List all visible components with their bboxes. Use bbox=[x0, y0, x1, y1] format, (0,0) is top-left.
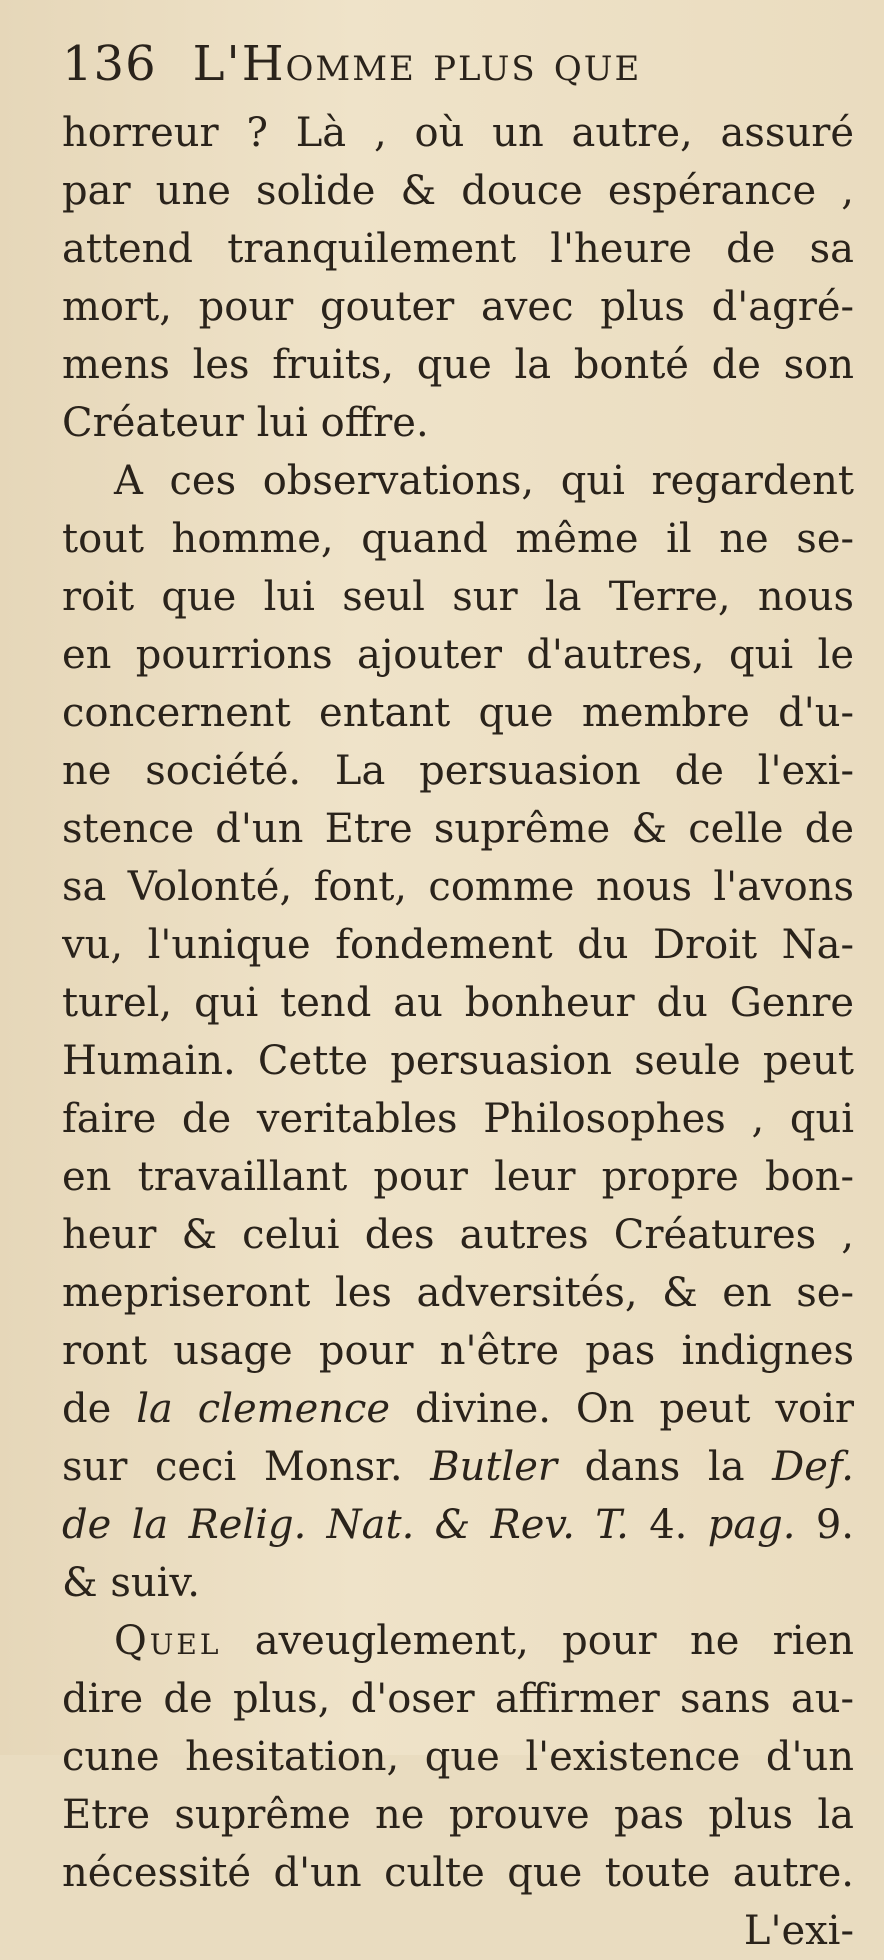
text-line: dire de plus, d'oser affirmer sans au- bbox=[62, 1676, 854, 1722]
text-line: Quel aveuglement, pour ne rien bbox=[114, 1618, 854, 1664]
page-number: 136 bbox=[62, 36, 157, 92]
text-line: concernent entant que membre d'u- bbox=[62, 690, 854, 736]
text-line: cune hesitation, que l'existence d'un bbox=[62, 1734, 854, 1780]
text-line: en travaillant pour leur propre bon- bbox=[62, 1154, 854, 1200]
text-line: heur & celui des autres Créatures , bbox=[62, 1212, 854, 1258]
text-line: mens les fruits, que la bonté de son bbox=[62, 342, 854, 388]
text-line: horreur ? Là , où un autre, assuré bbox=[62, 110, 854, 156]
text-line: ne société. La persuasion de l'exi- bbox=[62, 748, 854, 794]
text-line: & suiv. bbox=[62, 1560, 200, 1606]
text-line: vu, l'unique fondement du Droit Na- bbox=[62, 922, 854, 968]
text-line: de la clemence divine. On peut voir bbox=[62, 1386, 854, 1432]
text-line: stence d'un Etre suprême & celle de bbox=[62, 806, 854, 852]
text-line: A ces observations, qui regardent bbox=[114, 458, 854, 504]
running-header bbox=[62, 32, 854, 104]
text-line: sur ceci Monsr. Butler dans la Def. bbox=[62, 1444, 854, 1490]
text-line: mepriseront les adversités, & en se- bbox=[62, 1270, 854, 1316]
text-line: par une solide & douce espérance , bbox=[62, 168, 854, 214]
text-line: Etre suprême ne prouve pas plus la bbox=[62, 1792, 854, 1838]
running-title: L'Homme plus que bbox=[192, 36, 642, 92]
text-line: en pourrions ajouter d'autres, qui le bbox=[62, 632, 854, 678]
text-line: tout homme, quand même il ne se- bbox=[62, 516, 854, 562]
text-line: sa Volonté, font, comme nous l'avons bbox=[62, 864, 854, 910]
text-line: Créateur lui offre. bbox=[62, 400, 429, 446]
text-line: de la Relig. Nat. & Rev. T. 4. pag. 9. bbox=[62, 1502, 854, 1548]
text-line: faire de veritables Philosophes , qui bbox=[62, 1096, 854, 1142]
text-line: roit que lui seul sur la Terre, nous bbox=[62, 574, 854, 620]
catchword: L'exi- bbox=[743, 1908, 854, 1954]
text-line: nécessité d'un culte que toute autre. bbox=[62, 1850, 854, 1896]
text-line: mort, pour gouter avec plus d'agré- bbox=[62, 284, 854, 330]
text-line: Humain. Cette persuasion seule peut bbox=[62, 1038, 854, 1084]
text-line: attend tranquilement l'heure de sa bbox=[62, 226, 854, 272]
text-line: turel, qui tend au bonheur du Genre bbox=[62, 980, 854, 1026]
text-line: ront usage pour n'être pas indignes bbox=[62, 1328, 854, 1374]
